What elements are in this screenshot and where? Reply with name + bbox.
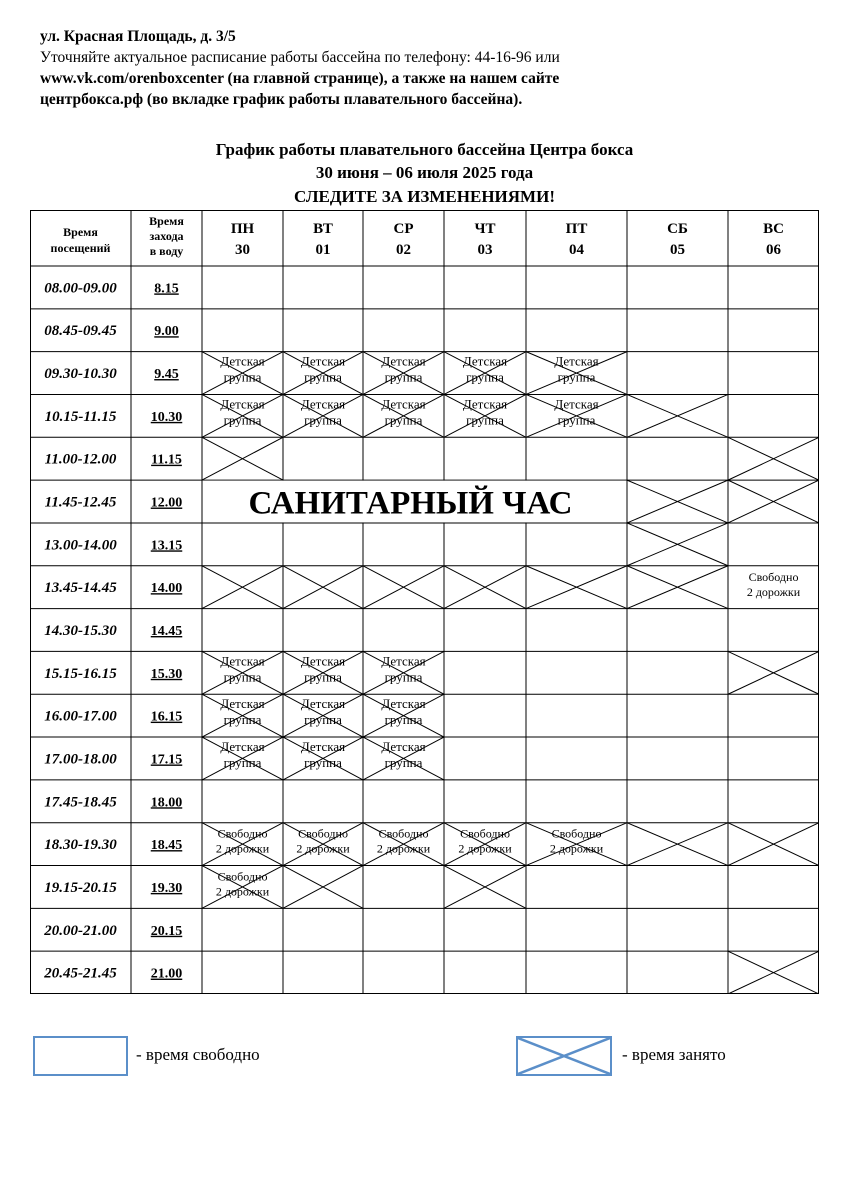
cell-note: Детская — [220, 353, 265, 369]
cell-note: группа — [384, 669, 423, 685]
cell-note: группа — [304, 669, 342, 685]
cell-note: 2 дорожки — [296, 841, 350, 856]
cell-note: Детская — [381, 696, 426, 712]
time-slot: 16.00-17.00 — [44, 708, 117, 725]
entry-time: 18.00 — [150, 795, 183, 811]
legend-free-label: - время свободно — [136, 1045, 260, 1064]
cross-icon — [518, 1038, 610, 1074]
header-entry-label: в воду — [149, 244, 184, 258]
cell-note: группа — [384, 755, 423, 771]
day-date: 30 — [235, 242, 250, 258]
cell-note: 2 дорожки — [746, 584, 801, 599]
entry-time: 9.00 — [154, 324, 179, 340]
info-line-3: центрбокса.рф (во вкладке график работы плавательного бассейна). — [40, 91, 523, 108]
cell-note: Детская — [300, 353, 346, 369]
cell-note: Свободно — [217, 826, 268, 841]
time-slot: 20.00-21.00 — [44, 922, 117, 939]
entry-time: 13.15 — [150, 538, 183, 554]
entry-time: 18.45 — [150, 838, 183, 854]
day-name: СБ — [667, 221, 688, 237]
time-slot: 18.30-19.30 — [44, 837, 117, 854]
time-slot: 17.00-18.00 — [44, 751, 117, 768]
cell-note: группа — [466, 412, 504, 428]
cell-note: Детская — [220, 739, 265, 755]
cell-note: Детская — [220, 653, 265, 669]
cell-note: Детская — [381, 739, 426, 755]
day-date: 01 — [315, 242, 331, 258]
address: ул. Красная Площадь, д. 3/5 — [40, 28, 236, 45]
day-name: ПТ — [565, 221, 588, 237]
entry-time: 17.15 — [150, 752, 183, 768]
time-slot: 13.45-14.45 — [44, 580, 117, 597]
cell-note: группа — [384, 712, 423, 728]
cell-note: Свободно — [298, 826, 348, 841]
header-time-label: посещений — [50, 241, 111, 255]
cell-note: Детская — [381, 353, 426, 369]
legend-busy-swatch — [516, 1036, 612, 1076]
entry-time: 12.00 — [150, 495, 183, 511]
cell-note: группа — [557, 369, 596, 385]
info-line-1: Уточняйте актуальное расписание работы бассейна по телефону: 44-16-96 или — [40, 49, 560, 66]
time-slot: 20.45-21.45 — [44, 965, 117, 982]
cell-note: группа — [384, 369, 423, 385]
cell-note: 2 дорожки — [549, 841, 604, 856]
cell-note: 2 дорожки — [376, 841, 431, 856]
cell-note: Детская — [300, 396, 346, 412]
cell-note: 2 дорожки — [215, 884, 270, 899]
cell-note: Детская — [554, 396, 599, 412]
day-name: СР — [393, 221, 414, 237]
cell-note: Детская — [554, 353, 599, 369]
day-date: 03 — [477, 242, 493, 258]
cell-note: Детская — [462, 353, 508, 369]
cell-note: группа — [384, 412, 423, 428]
day-date: 04 — [569, 242, 584, 258]
cell-note: Детская — [300, 653, 346, 669]
entry-time: 10.30 — [150, 409, 183, 425]
entry-time: 19.30 — [150, 880, 183, 896]
entry-time: 15.30 — [150, 666, 183, 682]
entry-time: 11.15 — [151, 452, 182, 468]
header — [40, 26, 820, 110]
cell-note: Детская — [220, 396, 265, 412]
entry-time: 14.00 — [150, 581, 183, 597]
cell-note: Детская — [462, 396, 508, 412]
header-entry-label: Время — [149, 214, 184, 228]
day-name: ПН — [230, 221, 255, 237]
entry-time: 14.45 — [150, 624, 183, 639]
time-slot: 09.30-10.30 — [44, 366, 117, 383]
cell-note: группа — [223, 412, 262, 428]
legend-busy-label: - время занято — [622, 1045, 726, 1064]
time-slot: 11.00-12.00 — [44, 451, 117, 468]
entry-time: 8.15 — [154, 281, 179, 297]
cell-note: Свободно — [460, 826, 510, 841]
cell-note: группа — [304, 412, 342, 428]
time-slot: 14.30-15.30 — [44, 623, 117, 639]
table-border — [31, 211, 819, 994]
cell-note: группа — [304, 712, 342, 728]
cell-note: группа — [223, 669, 262, 685]
cell-note: группа — [557, 412, 596, 428]
entry-time: 20.15 — [150, 923, 183, 939]
cell-note: Детская — [381, 396, 426, 412]
cell-note: Свободно — [748, 569, 799, 584]
time-slot: 15.15-16.15 — [44, 665, 117, 682]
cell-note: Детская — [381, 653, 426, 669]
day-name: ВС — [763, 221, 784, 237]
sanitary-label: САНИТАРНЫЙ ЧАС — [248, 485, 573, 522]
time-slot: 17.45-18.45 — [44, 794, 117, 811]
schedule-notice: СЛЕДИТЕ ЗА ИЗМЕНЕНИЯМИ! — [293, 187, 555, 206]
cell-note: группа — [304, 755, 342, 771]
time-slot: 13.00-14.00 — [44, 537, 117, 554]
cell-note: Свободно — [217, 869, 268, 884]
cell-note: группа — [304, 369, 342, 385]
cell-note: 2 дорожки — [458, 841, 512, 856]
time-slot: 10.15-11.15 — [44, 408, 117, 425]
day-date: 02 — [396, 242, 411, 258]
entry-time: 21.00 — [150, 966, 183, 982]
time-slot: 11.45-12.45 — [44, 494, 117, 511]
entry-time: 16.15 — [150, 709, 183, 725]
day-name: ЧТ — [474, 221, 496, 237]
day-name: ВТ — [313, 221, 333, 237]
legend-free-swatch — [33, 1036, 128, 1076]
cell-note: 2 дорожки — [215, 841, 270, 856]
cell-note: группа — [223, 369, 262, 385]
header-time-label: Время — [63, 225, 98, 239]
info-line-2: www.vk.com/orenboxcenter (на главной странице), а также на нашем сайте — [40, 70, 560, 87]
cell-note: Свободно — [551, 826, 602, 841]
cell-note: группа — [466, 369, 504, 385]
cell-note: Детская — [300, 696, 346, 712]
schedule-table — [30, 210, 819, 994]
entry-time: 9.45 — [154, 367, 179, 383]
time-slot: 08.00-09.00 — [44, 280, 117, 297]
time-slot: 19.15-20.15 — [44, 879, 117, 896]
time-slot: 08.45-09.45 — [44, 323, 117, 340]
day-date: 05 — [670, 242, 685, 258]
schedule-dates: 30 июня – 06 июля 2025 года — [315, 163, 534, 182]
cell-note: Свободно — [378, 826, 429, 841]
cell-note: Детская — [300, 739, 346, 755]
cell-note: Детская — [220, 696, 265, 712]
schedule-title: График работы плавательного бассейна Центра бокса — [215, 140, 634, 159]
cell-note: группа — [223, 755, 262, 771]
cell-note: группа — [223, 712, 262, 728]
header-entry-label: захода — [149, 229, 184, 243]
day-date: 06 — [766, 242, 781, 258]
